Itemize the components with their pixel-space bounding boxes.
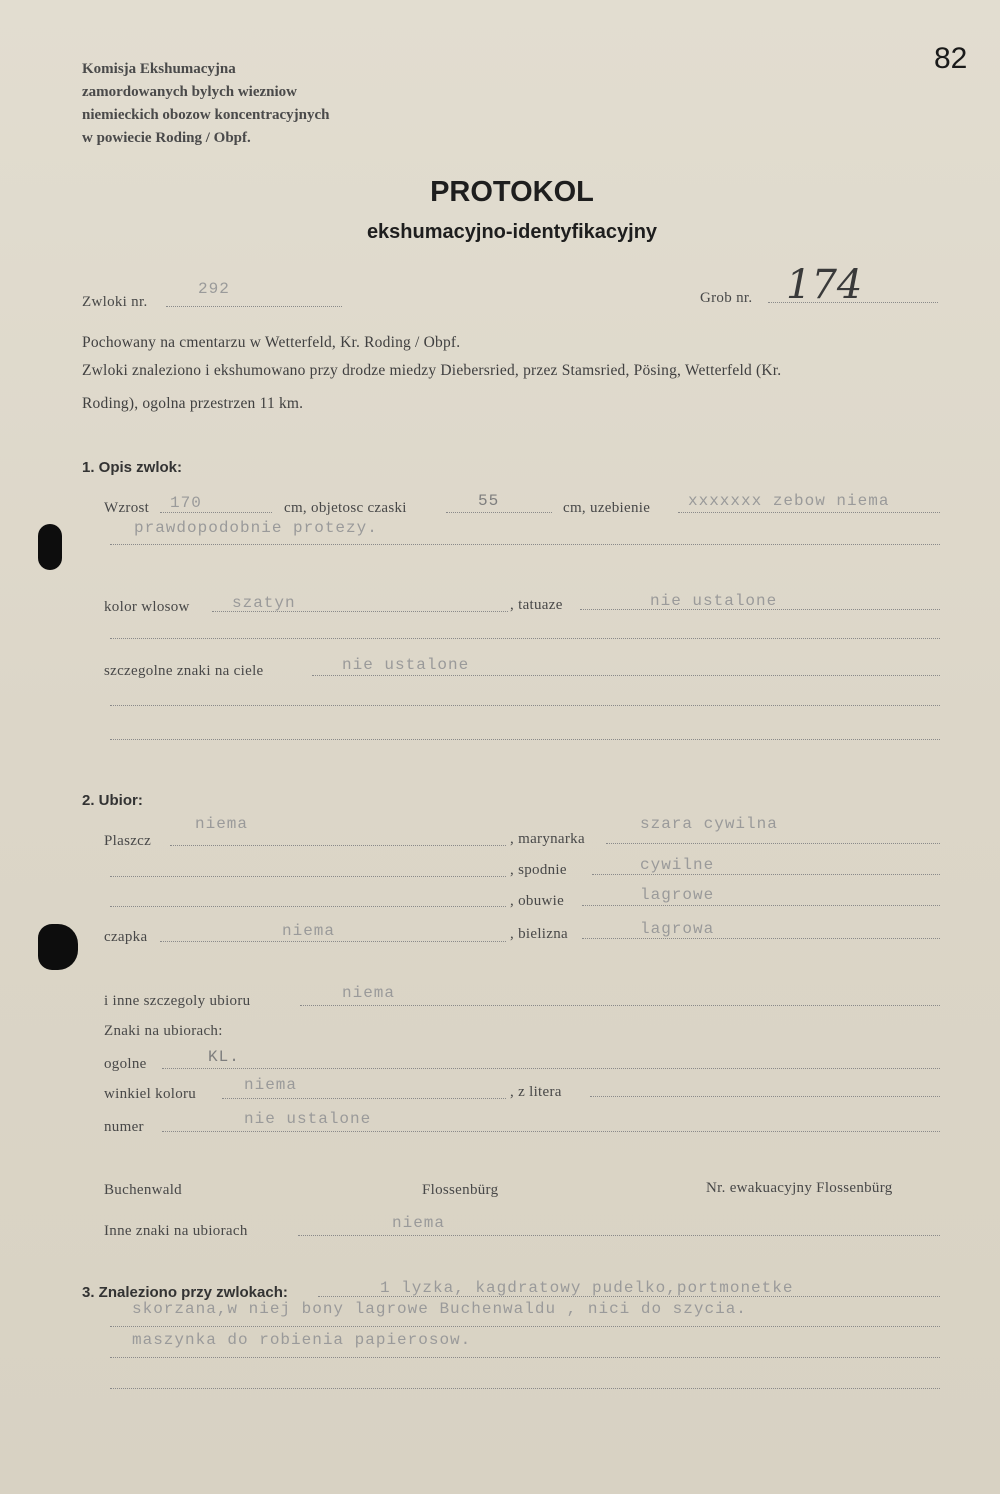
section-1-title: 1. Opis zwlok: (82, 459, 183, 476)
znaki-label: szczegolne znaki na ciele (104, 663, 264, 679)
winkiel-label: winkiel koloru (104, 1086, 197, 1102)
wlosy-label: kolor wlosow (104, 599, 190, 615)
spodnie-value: cywilne (640, 856, 715, 874)
flossenburg-label: Flossenbürg (422, 1182, 499, 1198)
znaki-extra-line-2 (110, 739, 940, 740)
inne-szczegoly-value: niema (342, 984, 396, 1002)
winkiel-line (222, 1098, 506, 1099)
numer-line (162, 1131, 940, 1132)
ewakuacyjny-label: Nr. ewakuacyjny Flossenbürg (706, 1180, 893, 1196)
ogolne-line (162, 1068, 940, 1069)
wlosy-value: szatyn (232, 594, 296, 612)
zwloki-line (166, 306, 342, 307)
inne-szczegoly-label: i inne szczegoly ubioru (104, 993, 251, 1009)
wzrost-label: Wzrost (104, 500, 150, 516)
document-title: PROTOKOL (430, 176, 594, 208)
winkiel-value: niema (244, 1076, 298, 1094)
inne-znaki-value: niema (392, 1214, 446, 1232)
bielizna-line (582, 938, 940, 939)
organization-line-2: zamordowanych bylych wiezniow (82, 84, 297, 100)
uzebienie-line (678, 512, 940, 513)
marynarka-label: , marynarka (510, 831, 585, 847)
inne-znaki-label: Inne znaki na ubiorach (104, 1223, 248, 1239)
spodnie-left-line (110, 876, 506, 877)
document-subtitle: ekshumacyjno-identyfikacyjny (366, 221, 658, 243)
section-3-text-2: skorzana,w niej bony lagrowe Buchenwaldu , nici do szycia. (132, 1300, 747, 1318)
litera-label: , z litera (510, 1084, 562, 1100)
bielizna-label: , bielizna (510, 926, 568, 942)
plaszcz-label: Plaszcz (104, 833, 152, 849)
buchenwald-label: Buchenwald (104, 1182, 182, 1198)
plaszcz-line (170, 845, 506, 846)
znaki-ubior-label: Znaki na ubiorach: (104, 1023, 223, 1039)
zwloki-value: 292 (198, 280, 230, 298)
obuwie-left-line (110, 906, 506, 907)
litera-line (590, 1096, 940, 1097)
section-3-line-4 (110, 1388, 940, 1389)
burial-text: Pochowany na cmentarzu w Wetterfeld, Kr. Roding / Obpf. (82, 334, 461, 351)
ogolne-value: KL. (208, 1048, 240, 1066)
grob-label: Grob nr. (700, 290, 753, 306)
czapka-value: niema (282, 922, 336, 940)
organization-line-3: niemieckich obozow koncentracyjnych (82, 107, 330, 123)
wzrost-line (160, 512, 272, 513)
spodnie-line (592, 874, 940, 875)
uzebienie-value: xxxxxxx zebow niema (688, 492, 890, 510)
punch-hole-bottom (38, 924, 78, 970)
marynarka-line (606, 843, 940, 844)
inne-znaki-line (298, 1235, 940, 1236)
punch-hole-top (38, 524, 62, 570)
section-3-line-2 (110, 1326, 940, 1327)
found-text-line-1: Zwloki znaleziono i ekshumowano przy drodze miedzy Diebersried, przez Stamsried, Pösing, Wetterfeld (Kr. (82, 362, 782, 379)
czaska-label: cm, objetosc czaski (284, 500, 407, 516)
section-3-title: 3. Znaleziono przy zwlokach: (82, 1284, 288, 1301)
section-2-title: 2. Ubior: (82, 792, 143, 809)
plaszcz-value: niema (195, 815, 249, 833)
numer-label: numer (104, 1119, 144, 1135)
uzebienie-value-2: prawdopodobnie protezy. (134, 519, 378, 537)
tatuaze-value: nie ustalone (650, 592, 778, 610)
numer-value: nie ustalone (244, 1110, 372, 1128)
wlosy-extra-line (110, 638, 940, 639)
obuwie-label: , obuwie (510, 893, 565, 909)
czaska-line (446, 512, 552, 513)
znaki-line (312, 675, 940, 676)
section-3-text-3: maszynka do robienia papierosow. (132, 1331, 472, 1349)
found-text-line-2: Roding), ogolna przestrzen 11 km. (82, 395, 304, 412)
uzebienie-label: cm, uzebienie (563, 500, 651, 516)
tatuaze-label: , tatuaze (510, 597, 563, 613)
znaki-extra-line-1 (110, 705, 940, 706)
bielizna-value: lagrowa (640, 920, 715, 938)
page-number: 82 (934, 42, 968, 75)
obuwie-value: lagrowe (640, 886, 715, 904)
ogolne-label: ogolne (104, 1056, 147, 1072)
czapka-line (160, 941, 506, 942)
spodnie-label: , spodnie (510, 862, 567, 878)
znaki-value: nie ustalone (342, 656, 470, 674)
zwloki-label: Zwloki nr. (82, 294, 148, 310)
inne-szczegoly-line (300, 1005, 940, 1006)
organization-line-1: Komisja Ekshumacyjna (82, 61, 236, 77)
czaska-value: 55 (478, 492, 500, 510)
wzrost-value: 170 (170, 494, 202, 512)
section-3-text-1: 1 lyzka, kagdratowy pudelko,portmonetke (380, 1279, 794, 1297)
section-3-line-3 (110, 1357, 940, 1358)
obuwie-line (582, 905, 940, 906)
uzebienie-line-2 (110, 544, 940, 545)
marynarka-value: szara cywilna (640, 815, 778, 833)
grob-value: 174 (786, 262, 863, 308)
czapka-label: czapka (104, 929, 148, 945)
organization-line-4: w powiecie Roding / Obpf. (82, 130, 251, 146)
